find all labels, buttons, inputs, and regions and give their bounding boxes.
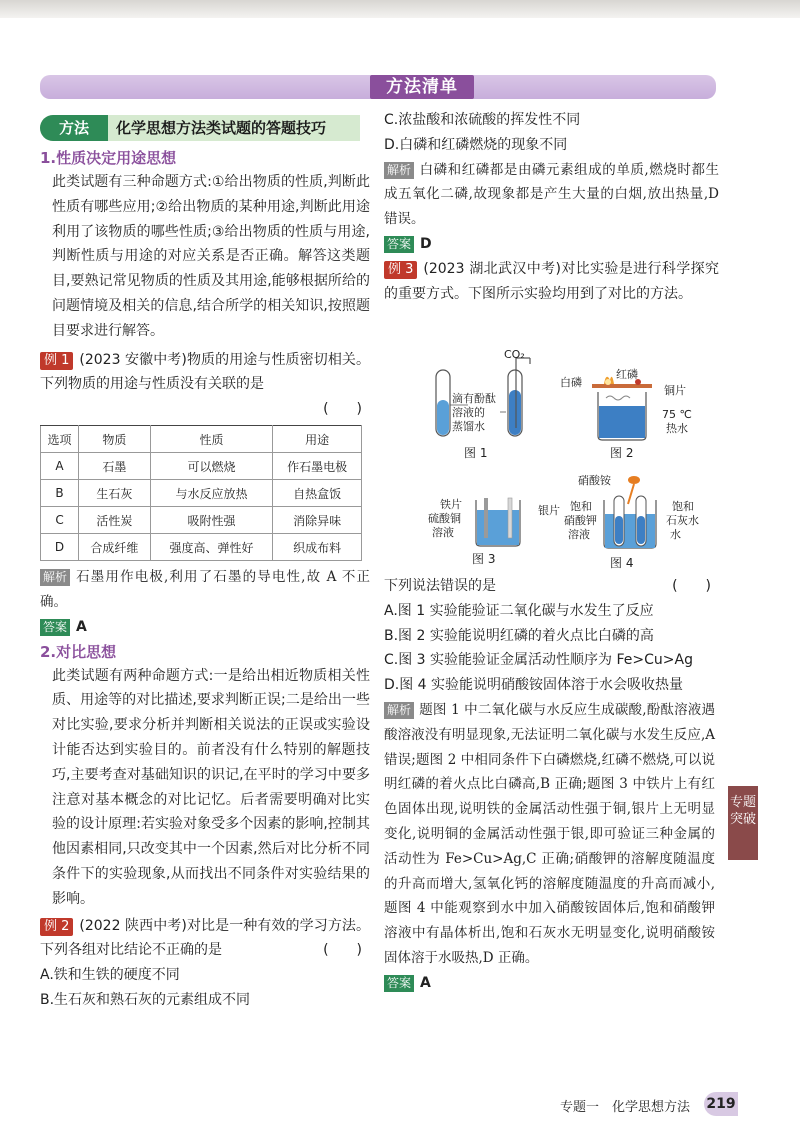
fig4-left-3: 溶液: [568, 528, 590, 541]
footer-text: 专题一 化学思想方法: [560, 1100, 691, 1115]
example-1-source: (2023 安徽中考): [79, 351, 187, 368]
analysis-tag: 解析: [40, 569, 70, 586]
figure-1-caption: 图 1: [464, 446, 488, 460]
table-cell: D: [41, 534, 79, 561]
example-3-question: [384, 574, 719, 599]
option-b: B.生石灰和熟石灰的元素组成不同: [40, 991, 251, 1008]
fig4-right-2: 石灰水: [666, 514, 699, 527]
answer-value: A: [420, 974, 431, 991]
example-1-paren: ( ): [323, 401, 362, 418]
section-2-body: 此类试题有两种命题方式:一是给出相近物质相关性质、用途等的对比描述,要求判断正误;二是给出一些对比实验,要求分析并判断相关说法的正误或实验设计能否达到实验目的。前者没有什么特别的解题技巧,主要考查对基础知识的识记,在平时的学习中要多注意对基本概念的对比记忆。后者需要明确对比实验的设计原理:若实验对象受多个因素的影响,控制其他因素相同,只改变其中一个因素,然后对比分析不同条件下的实验现象,从而找出不同条件对实验结果的影响。: [52, 667, 370, 907]
top-edge-band: [0, 0, 800, 18]
table-header: 性质: [150, 426, 272, 453]
table-header: 用途: [273, 426, 362, 453]
example-3-source: (2023 湖北武汉中考): [423, 260, 561, 277]
option-c: C.图 3 实验能验证金属活动性顺序为 Fe>Cu>Ag: [384, 652, 693, 669]
table-cell: 强度高、弹性好: [150, 534, 272, 561]
table-header: 选项: [41, 426, 79, 453]
table-cell: B: [41, 480, 79, 507]
table-cell: 生石灰: [79, 480, 151, 507]
example-2-stem: 对比是一种有效的学习方法。下列各组对比结论不正确的是: [40, 917, 370, 959]
table-cell: 合成纤维: [79, 534, 151, 561]
table-cell: 石墨: [79, 453, 151, 480]
fig2-red-phosphorus: 红磷: [616, 368, 638, 381]
side-tab: 专题突破: [728, 786, 758, 860]
fig4-ammonium-nitrate: 硝酸铵: [578, 474, 611, 487]
answer-value: D: [420, 235, 432, 252]
example-1-table: [40, 425, 362, 561]
option-d: D.图 4 实验能说明硝酸铵固体溶于水会吸收热量: [384, 677, 684, 694]
table-row: [41, 534, 362, 561]
fig1-label-1: 滴有酚酞: [452, 392, 496, 405]
analysis-text: 白磷和红磷都是由磷元素组成的单质,燃烧时都生成五氧化二磷,故现象都是产生大量的白烟,放出热量,D 错误。: [384, 161, 719, 228]
figure-3-caption: 图 3: [472, 552, 496, 566]
answer-tag: 答案: [40, 619, 70, 636]
example-2-answer: [384, 232, 719, 257]
example-3-stem: 对比实验是进行科学探究的重要方式。下图所示实验均用到了对比的方法。: [384, 260, 719, 302]
table-row: [41, 480, 362, 507]
method-tag: 方法: [40, 115, 108, 141]
example-1-answer: [40, 615, 370, 640]
example-3-answer: [384, 971, 719, 996]
table-cell: C: [41, 507, 79, 534]
example-1-tag: 例 1: [40, 352, 73, 370]
answer-tag: 答案: [384, 975, 414, 992]
example-2-analysis: [384, 158, 719, 232]
example-1-analysis: [40, 565, 370, 615]
example-2-source: (2022 陕西中考): [79, 917, 187, 934]
table-cell: 织成布料: [273, 534, 362, 561]
fig2-hot-water: 热水: [666, 422, 688, 435]
fig1-label-2: 溶液的: [452, 406, 485, 419]
table-cell: 吸附性强: [150, 507, 272, 534]
answer-value: A: [76, 618, 87, 635]
section-1-body: 此类试题有三种命题方式:①给出物质的性质,判断此性质有哪些应用;②给出物质的某种用途,判断此用途利用了该物质的哪些性质;③给出物质的性质与用途,判断性质与用途的对应关系是否正确。解答这类题目,要熟记常见物质的性质及其用途,能够根据所给的问题情境及相关的信息,结合所学的相关知识,按照题目要求进行解答。: [52, 174, 370, 339]
fig2-temp: 75 ℃: [662, 408, 692, 421]
fig3-silver: 银片: [538, 504, 560, 517]
section-banner: [40, 75, 716, 99]
page-number: 219: [704, 1092, 738, 1116]
fig3-iron: 铁片: [440, 498, 462, 511]
left-column: [40, 146, 370, 1013]
analysis-text: 石墨用作电极,利用了石墨的导电性,故 A 不正确。: [40, 569, 370, 610]
table-cell: 与水反应放热: [150, 480, 272, 507]
example-1-stem: 物质的用途与性质密切相关。下列物质的用途与性质没有关联的是: [40, 351, 370, 393]
table-cell: A: [41, 453, 79, 480]
example-3: [384, 257, 719, 307]
fig2-white-phosphorus: 白磷: [560, 376, 582, 389]
fig4-right-1: 饱和: [672, 500, 694, 513]
analysis-tag: 解析: [384, 702, 414, 719]
table-cell: 作石墨电极: [273, 453, 362, 480]
option-a: A.图 1 实验能验证二氧化碳与水发生了反应: [384, 602, 654, 619]
example-3-paren: ( ): [672, 578, 711, 594]
table-row: [41, 507, 362, 534]
fig3-solution-2: 溶液: [432, 526, 454, 539]
table-row: [41, 453, 362, 480]
fig4-water: 水: [670, 528, 681, 541]
figure-4-caption: 图 4: [610, 556, 634, 570]
method-header: [40, 115, 360, 141]
answer-tag: 答案: [384, 236, 414, 253]
table-cell: 可以燃烧: [150, 453, 272, 480]
example-3-tag: 例 3: [384, 261, 417, 279]
co2-label: CO₂: [504, 348, 525, 361]
banner-title: 方法清单: [370, 75, 474, 99]
fig3-solution-1: 硫酸铜: [428, 512, 461, 525]
example-1: [40, 348, 370, 398]
question-text: 下列说法错误的是: [384, 578, 496, 594]
analysis-tag: 解析: [384, 162, 414, 179]
table-header-row: [41, 426, 362, 453]
fig4-left-2: 硝酸钾: [564, 514, 597, 527]
table-cell: 自热盒饭: [273, 480, 362, 507]
fig2-copper: 铜片: [664, 384, 686, 397]
option-b: B.图 2 实验能说明红磷的着火点比白磷的高: [384, 627, 654, 644]
option-d: D.白磷和红磷燃烧的现象不同: [384, 136, 568, 153]
figure-2-caption: 图 2: [610, 446, 634, 460]
example-2-tag: 例 2: [40, 918, 73, 936]
option-a: A.铁和生铁的硬度不同: [40, 967, 180, 984]
table-cell: 活性炭: [79, 507, 151, 534]
option-c: C.浓盐酸和浓硫酸的挥发性不同: [384, 112, 581, 128]
analysis-text: 题图 1 中二氧化碳与水反应生成碳酸,酚酞溶液遇酸溶液没有明显现象,无法证明二氧化碳与水发生反应,A 错误;题图 2 中相同条件下白磷燃烧,红磷不燃烧,可以说明红磷的着火点比白磷高,B 正确;题图 3 中铁片上有红色固体出现,说明铁的金属活动性强于铜,银片上无明显变化,说明铜的金属活动性强于银,即可验证三种金属的活动性为 Fe>Cu>Ag,C 正确;硝酸钾的溶解度随温度的升高而增大,氢氧化钙的溶解度随温度的升高而减小,题图 4 中能观察到水中加入硝酸铵固体后,饱和硝酸钾溶液中有晶体析出,饱和石灰水无明显变化,说明硝酸铵固体溶于水吸热,D 正确。: [384, 701, 715, 966]
fig1-label-3: 蒸馏水: [452, 420, 485, 433]
right-column-top: [384, 108, 719, 306]
section-1-heading: 1.性质决定用途思想: [40, 149, 177, 167]
fig4-left-1: 饱和: [570, 500, 592, 513]
table-header: 物质: [79, 426, 151, 453]
table-cell: 消除异味: [273, 507, 362, 534]
example-2-paren: ( ): [323, 942, 362, 959]
section-2-heading: 2.对比思想: [40, 642, 117, 661]
example-2: [40, 914, 370, 964]
example-3-analysis: [384, 698, 719, 971]
experiment-figures: [414, 340, 724, 570]
figure-3-diagram: [466, 496, 536, 548]
method-title: 化学思想方法类试题的答题技巧: [116, 119, 327, 137]
right-column-bottom: [384, 574, 719, 996]
